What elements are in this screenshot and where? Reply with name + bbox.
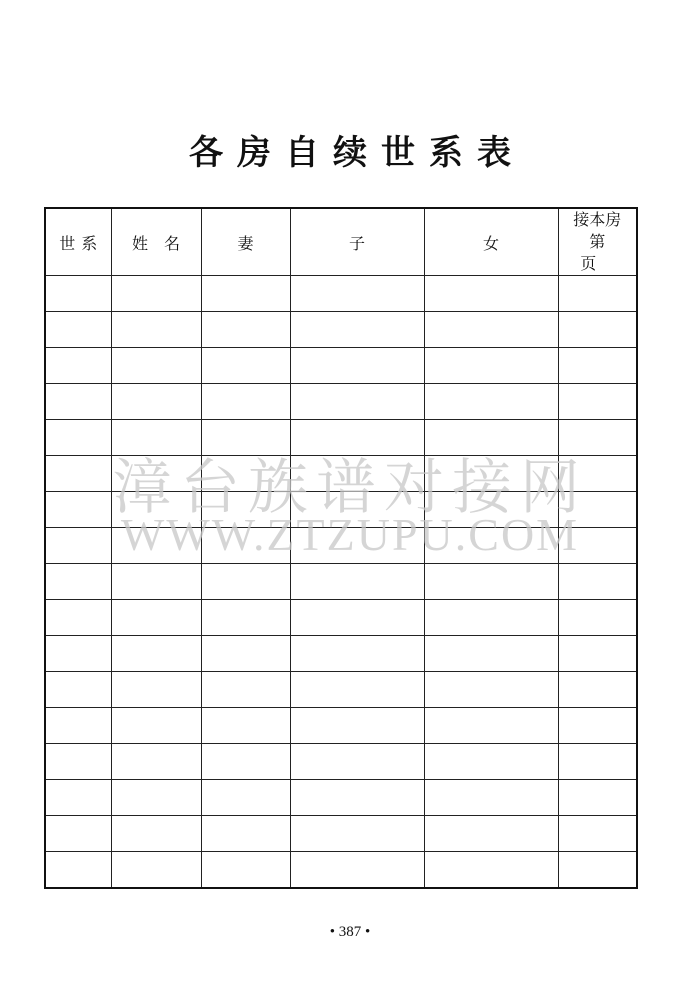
cell-daughter [424,492,558,528]
cell-generation [45,708,111,744]
table-row [45,744,637,780]
cell-son [290,564,424,600]
cell-son [290,312,424,348]
header-daughter: 女 [424,208,558,276]
cell-name [111,564,201,600]
table-row [45,528,637,564]
cell-daughter [424,384,558,420]
cell-generation [45,852,111,889]
genealogy-table [44,207,638,889]
cell-generation [45,636,111,672]
cell-name [111,816,201,852]
cell-daughter [424,528,558,564]
cell-son [290,276,424,312]
cell-generation [45,528,111,564]
table-row [45,276,637,312]
cell-wife [201,384,290,420]
cell-name [111,672,201,708]
cell-son [290,384,424,420]
table-row [45,816,637,852]
cell-daughter [424,276,558,312]
header-row [45,208,637,276]
cell-daughter [424,348,558,384]
header-cross-reference [558,208,637,276]
table-row [45,492,637,528]
header-son: 子 [290,208,424,276]
cell-son [290,600,424,636]
table-header [45,208,637,276]
cell-daughter [424,636,558,672]
cell-name [111,528,201,564]
cell-daughter [424,672,558,708]
cell-cross-reference [558,276,637,312]
cell-name [111,456,201,492]
cell-name [111,852,201,889]
table-row [45,636,637,672]
table-row [45,456,637,492]
cell-generation [45,276,111,312]
cell-generation [45,672,111,708]
cell-son [290,780,424,816]
cell-name [111,780,201,816]
table-row [45,348,637,384]
cell-wife [201,276,290,312]
cell-cross-reference [558,816,637,852]
cell-wife [201,312,290,348]
cell-name [111,744,201,780]
table-row [45,672,637,708]
cell-cross-reference [558,600,637,636]
cell-cross-reference [558,492,637,528]
cell-generation [45,564,111,600]
cell-daughter [424,564,558,600]
watermark-chinese: 漳台族谱对接网 [112,453,588,523]
cell-son [290,744,424,780]
cell-daughter [424,456,558,492]
cell-son [290,852,424,889]
cell-name [111,312,201,348]
table-row [45,564,637,600]
cell-wife [201,636,290,672]
cell-name [111,708,201,744]
cell-cross-reference [558,420,637,456]
header-generation: 世系 [45,208,111,276]
page-number: • 387 • [329,924,371,940]
cell-cross-reference [558,852,637,889]
cell-son [290,816,424,852]
cell-name [111,600,201,636]
cell-wife [201,492,290,528]
cell-wife [201,600,290,636]
table-row [45,708,637,744]
header-name: 姓名 [111,208,201,276]
watermark-url: WWW.ZTZUPU.COM [120,509,580,560]
cell-wife [201,672,290,708]
cell-name [111,276,201,312]
cell-name [111,384,201,420]
cell-generation [45,816,111,852]
cell-cross-reference [558,456,637,492]
cell-wife [201,348,290,384]
cell-daughter [424,420,558,456]
cell-daughter [424,744,558,780]
cell-daughter [424,312,558,348]
cell-cross-reference [558,636,637,672]
cell-wife [201,816,290,852]
cell-name [111,636,201,672]
cell-cross-reference [558,672,637,708]
table-row [45,420,637,456]
cell-generation [45,312,111,348]
table-body [45,276,637,889]
table-row [45,384,637,420]
page-title: 各房自续世系表 [189,133,525,173]
cell-generation [45,780,111,816]
cell-cross-reference [558,312,637,348]
table-row [45,852,637,889]
cell-name [111,348,201,384]
cell-cross-reference [558,708,637,744]
cell-wife [201,708,290,744]
cell-generation [45,492,111,528]
cell-name [111,492,201,528]
cell-generation [45,348,111,384]
cell-name [111,420,201,456]
cell-cross-reference [558,528,637,564]
cell-daughter [424,780,558,816]
header-wife: 妻 [201,208,290,276]
cell-daughter [424,816,558,852]
table-row [45,780,637,816]
cell-generation [45,384,111,420]
table-row [45,312,637,348]
cell-wife [201,780,290,816]
cell-wife [201,564,290,600]
cell-cross-reference [558,384,637,420]
cell-cross-reference [558,780,637,816]
cell-son [290,492,424,528]
cell-daughter [424,708,558,744]
cell-wife [201,420,290,456]
cell-daughter [424,852,558,889]
cell-son [290,672,424,708]
cell-cross-reference [558,564,637,600]
table-row [45,600,637,636]
cell-cross-reference [558,348,637,384]
cell-son [290,708,424,744]
cell-wife [201,744,290,780]
header-cross-reference-line2: 第页 [580,232,624,273]
header-cross-reference-line1: 接本房 [573,210,622,229]
cell-son [290,528,424,564]
cell-son [290,636,424,672]
cell-wife [201,852,290,889]
cell-wife [201,456,290,492]
cell-son [290,420,424,456]
cell-son [290,456,424,492]
cell-generation [45,744,111,780]
cell-cross-reference [558,744,637,780]
cell-daughter [424,600,558,636]
cell-wife [201,528,290,564]
cell-generation [45,456,111,492]
cell-son [290,348,424,384]
cell-generation [45,420,111,456]
cell-generation [45,600,111,636]
